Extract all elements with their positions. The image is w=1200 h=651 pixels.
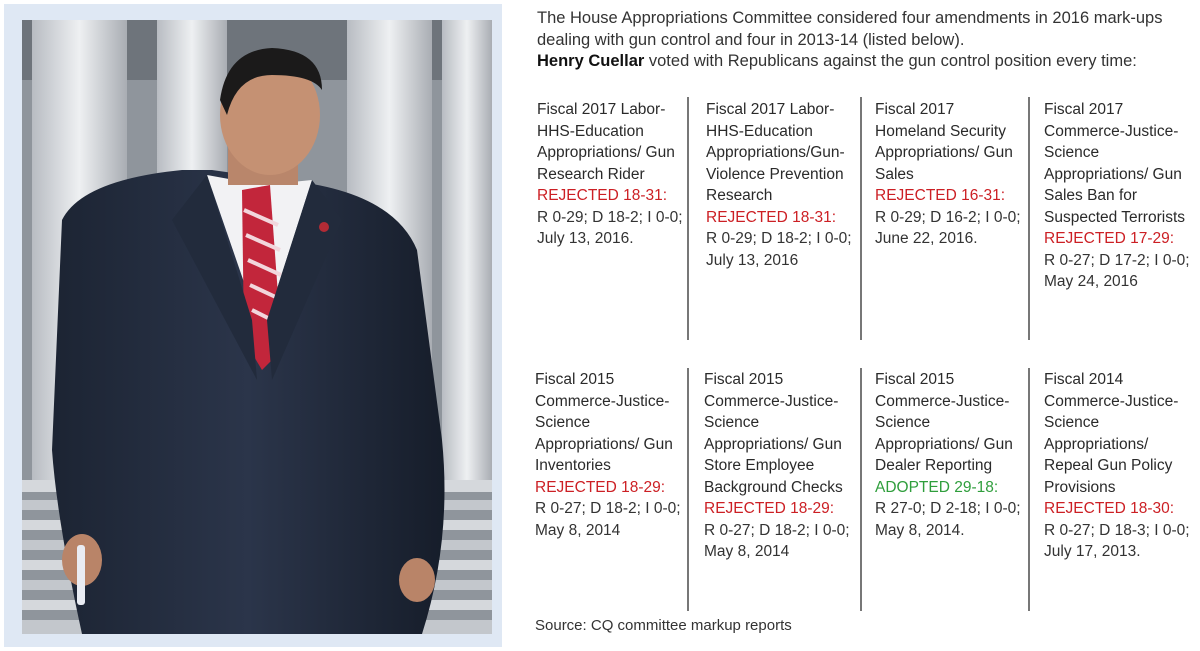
- amendment-item: [535, 369, 687, 541]
- source-note: Source: CQ committee markup reports: [535, 617, 792, 634]
- amendment-item: [1044, 369, 1196, 563]
- vote-tally: R 0-27; D 18-3; I 0-0;: [1044, 521, 1190, 539]
- column-divider: [1028, 368, 1030, 611]
- vote-tally: R 0-27; D 17-2; I 0-0;: [1044, 251, 1190, 269]
- vote-result: REJECTED 18-31:: [537, 187, 668, 204]
- vote-date: May 24, 2016: [1044, 273, 1138, 290]
- vote-result: REJECTED 17-29:: [1044, 230, 1175, 247]
- amendment-title: Fiscal 2017 Homeland Security Appropriations/ Gun Sales: [875, 101, 1013, 183]
- vote-tally: R 0-29; D 18-2; I 0-0;: [706, 230, 852, 247]
- amendment-title: Fiscal 2014 Commerce-Justice-Science Appropriations/ Repeal Gun Policy Provisions: [1044, 371, 1179, 496]
- intro-paragraph: [537, 8, 1197, 73]
- amendment-title: Fiscal 2017 Labor-HHS-Education Appropriations/ Gun Research Rider: [537, 101, 675, 183]
- amendment-item: [706, 99, 858, 271]
- vote-tally: R 0-27; D 18-2; I 0-0;: [535, 500, 681, 517]
- amendment-title: Fiscal 2015 Commerce-Justice-Science Appropriations/ Gun Inventories: [535, 371, 673, 474]
- vote-date: July 13, 2016: [706, 251, 799, 269]
- vote-tally: R 0-29; D 18-2; I 0-0;: [537, 208, 683, 226]
- portrait-illustration: [22, 20, 492, 634]
- vote-tally: R 0-29; D 16-2; I 0-0;: [875, 208, 1021, 226]
- vote-result: REJECTED 18-29:: [704, 500, 835, 517]
- intro-tail: voted with Republicans against the gun control position every time:: [644, 52, 1137, 70]
- vote-date: June 22, 2016.: [875, 230, 978, 247]
- vote-date: May 8, 2014.: [875, 521, 965, 539]
- column-divider: [687, 368, 689, 611]
- amendment-title: Fiscal 2017 Commerce-Justice-Science Appropriations/ Gun Sales Ban for Suspected Terrorists: [1044, 101, 1185, 226]
- amendment-item: [1044, 99, 1196, 293]
- amendment-item: [537, 99, 689, 250]
- vote-date: July 17, 2013.: [1044, 543, 1141, 560]
- column-divider: [860, 97, 862, 340]
- vote-date: May 8, 2014: [704, 543, 790, 560]
- portrait-photo: [22, 20, 492, 634]
- amendment-title: Fiscal 2015 Commerce-Justice-Science Appropriations/ Gun Store Employee Background Checks: [704, 371, 843, 496]
- vote-result: ADOPTED 29-18:: [875, 478, 999, 496]
- intro-lead: The House Appropriations Committee considered four amendments in 2016 mark-ups dealing with gun control and four in 2013-14 (listed below).: [537, 9, 1163, 49]
- vote-date: May 8, 2014: [535, 521, 621, 539]
- vote-result: REJECTED 18-30:: [1044, 500, 1175, 517]
- amendment-item: [704, 369, 856, 563]
- column-divider: [860, 368, 862, 611]
- vote-result: REJECTED 18-31:: [706, 208, 837, 226]
- column-divider: [1028, 97, 1030, 340]
- amendment-item: [875, 99, 1027, 250]
- vote-tally: R 0-27; D 18-2; I 0-0;: [704, 521, 850, 539]
- vote-result: REJECTED 16-31:: [875, 187, 1006, 204]
- amendment-title: Fiscal 2017 Labor-HHS-Education Appropriations/Gun-Violence Prevention Research: [706, 101, 845, 204]
- vote-result: REJECTED 18-29:: [535, 478, 666, 496]
- photo-panel: [4, 4, 502, 647]
- vote-date: July 13, 2016.: [537, 230, 634, 247]
- amendment-title: Fiscal 2015 Commerce-Justice-Science Appropriations/ Gun Dealer Reporting: [875, 371, 1013, 474]
- vote-tally: R 27-0; D 2-18; I 0-0;: [875, 500, 1021, 517]
- amendment-item: [875, 369, 1027, 541]
- legislator-name: Henry Cuellar: [537, 52, 645, 70]
